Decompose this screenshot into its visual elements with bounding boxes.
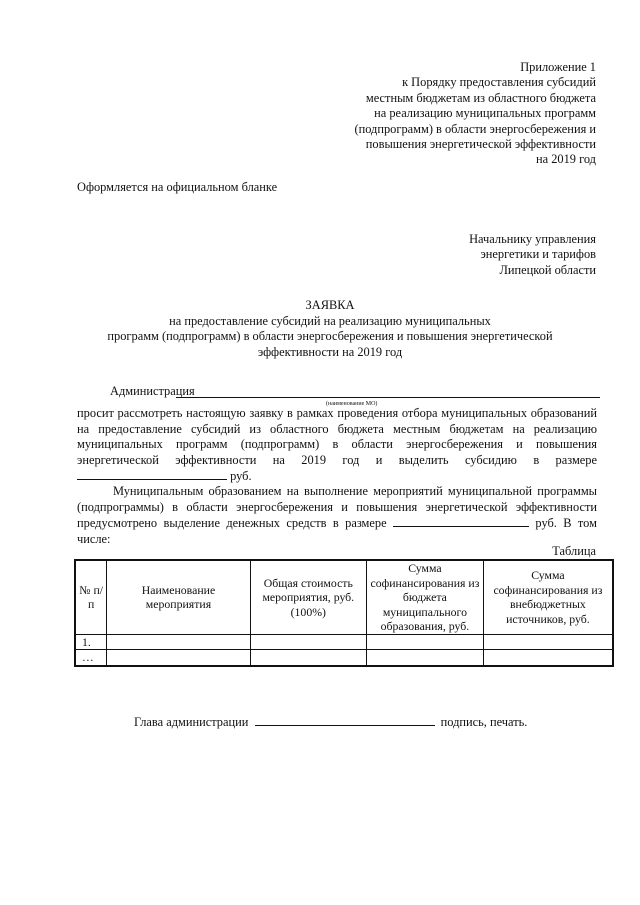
header-municipal-cofinancing: Сумма софинансирования из бюджета муниципального образования, руб. [367, 560, 484, 634]
official-letterhead-note: Оформляется на официальном бланке [77, 180, 278, 194]
signature-suffix: подпись, печать. [440, 715, 528, 729]
header-measure-name: Наименование мероприятия [107, 560, 250, 634]
table-cell[interactable] [483, 634, 613, 650]
subsidy-amount-blank[interactable] [77, 468, 227, 480]
table-cell[interactable]: 1. [75, 634, 107, 650]
table-cell[interactable] [367, 650, 484, 666]
administration-hint: (наименование МО) [326, 401, 378, 407]
addressee-line: Начальнику управления [469, 232, 596, 246]
addressee-line: Липецкой области [499, 262, 596, 277]
administration-name-blank[interactable] [176, 397, 600, 398]
header-total-cost: Общая стоимость мероприятия, руб. (100%) [250, 560, 366, 634]
funding-amount-blank[interactable] [393, 515, 529, 527]
request-currency: руб. [230, 469, 252, 484]
appendix-line: на 2019 год [535, 152, 596, 167]
addressee-line: энергетики и тарифов [480, 247, 596, 262]
table-cell[interactable]: … [75, 650, 107, 666]
appendix-line: повышения энергетической эффективности [365, 137, 596, 152]
document-title [60, 298, 600, 360]
title-line: программ (подпрограмм) в области энергосбережения и повышения энергетической [107, 329, 553, 344]
administration-field [110, 384, 600, 407]
administration-label: Администрация [110, 384, 195, 398]
funding-paragraph [77, 484, 597, 547]
appendix-line: (подпрограмм) в области энергосбережения и [354, 121, 596, 136]
table-cell[interactable] [250, 650, 366, 666]
table-cell[interactable] [250, 634, 366, 650]
table-cell[interactable] [107, 650, 250, 666]
financing-table [74, 559, 614, 667]
addressee-block [469, 232, 596, 278]
table-header-row [75, 560, 613, 634]
table-cell[interactable] [107, 634, 250, 650]
title-line: на предоставление субсидий на реализацию муниципальных [169, 313, 491, 328]
table-cell[interactable] [483, 650, 613, 666]
funding-suffix: руб. В том числе: [77, 516, 597, 546]
table-caption: Таблица [552, 544, 596, 558]
signature-label: Глава администрации [134, 715, 249, 729]
table-row [75, 634, 613, 650]
table-cell[interactable] [367, 634, 484, 650]
title-line: эффективности на 2019 год [257, 344, 403, 359]
request-paragraph [77, 406, 597, 485]
appendix-block [354, 60, 596, 168]
header-number: № п/п [75, 560, 107, 634]
table-row [75, 650, 613, 666]
funding-text: Муниципальным образованием на выполнение мероприятий муниципальной программы (подпрограммы) в области энергосбережения и повышения энергетической эффективности предусмотрено выделение денежных средств в размере [77, 484, 597, 531]
title-heading: ЗАЯВКА [305, 298, 355, 312]
appendix-line: местным бюджетам из областного бюджета [365, 90, 596, 105]
request-text: просит рассмотреть настоящую заявку в рамках проведения отбора муниципальных образований на предоставление субсидий из областного бюджета местным бюджетам на реализацию муниципальных программ (подпрограмм) в области энергосбережения и повышения энергетической эффективности на 2019 год и выделить субсидию в размере [77, 406, 597, 467]
appendix-line: Приложение 1 [520, 60, 596, 74]
signature-blank[interactable] [255, 714, 435, 726]
appendix-line: к Порядку предоставления субсидий [402, 75, 596, 90]
appendix-line: на реализацию муниципальных программ [374, 106, 596, 121]
signature-line [134, 714, 527, 730]
header-extrabudgetary-cofinancing: Сумма софинансирования из внебюджетных источников, руб. [483, 560, 613, 634]
